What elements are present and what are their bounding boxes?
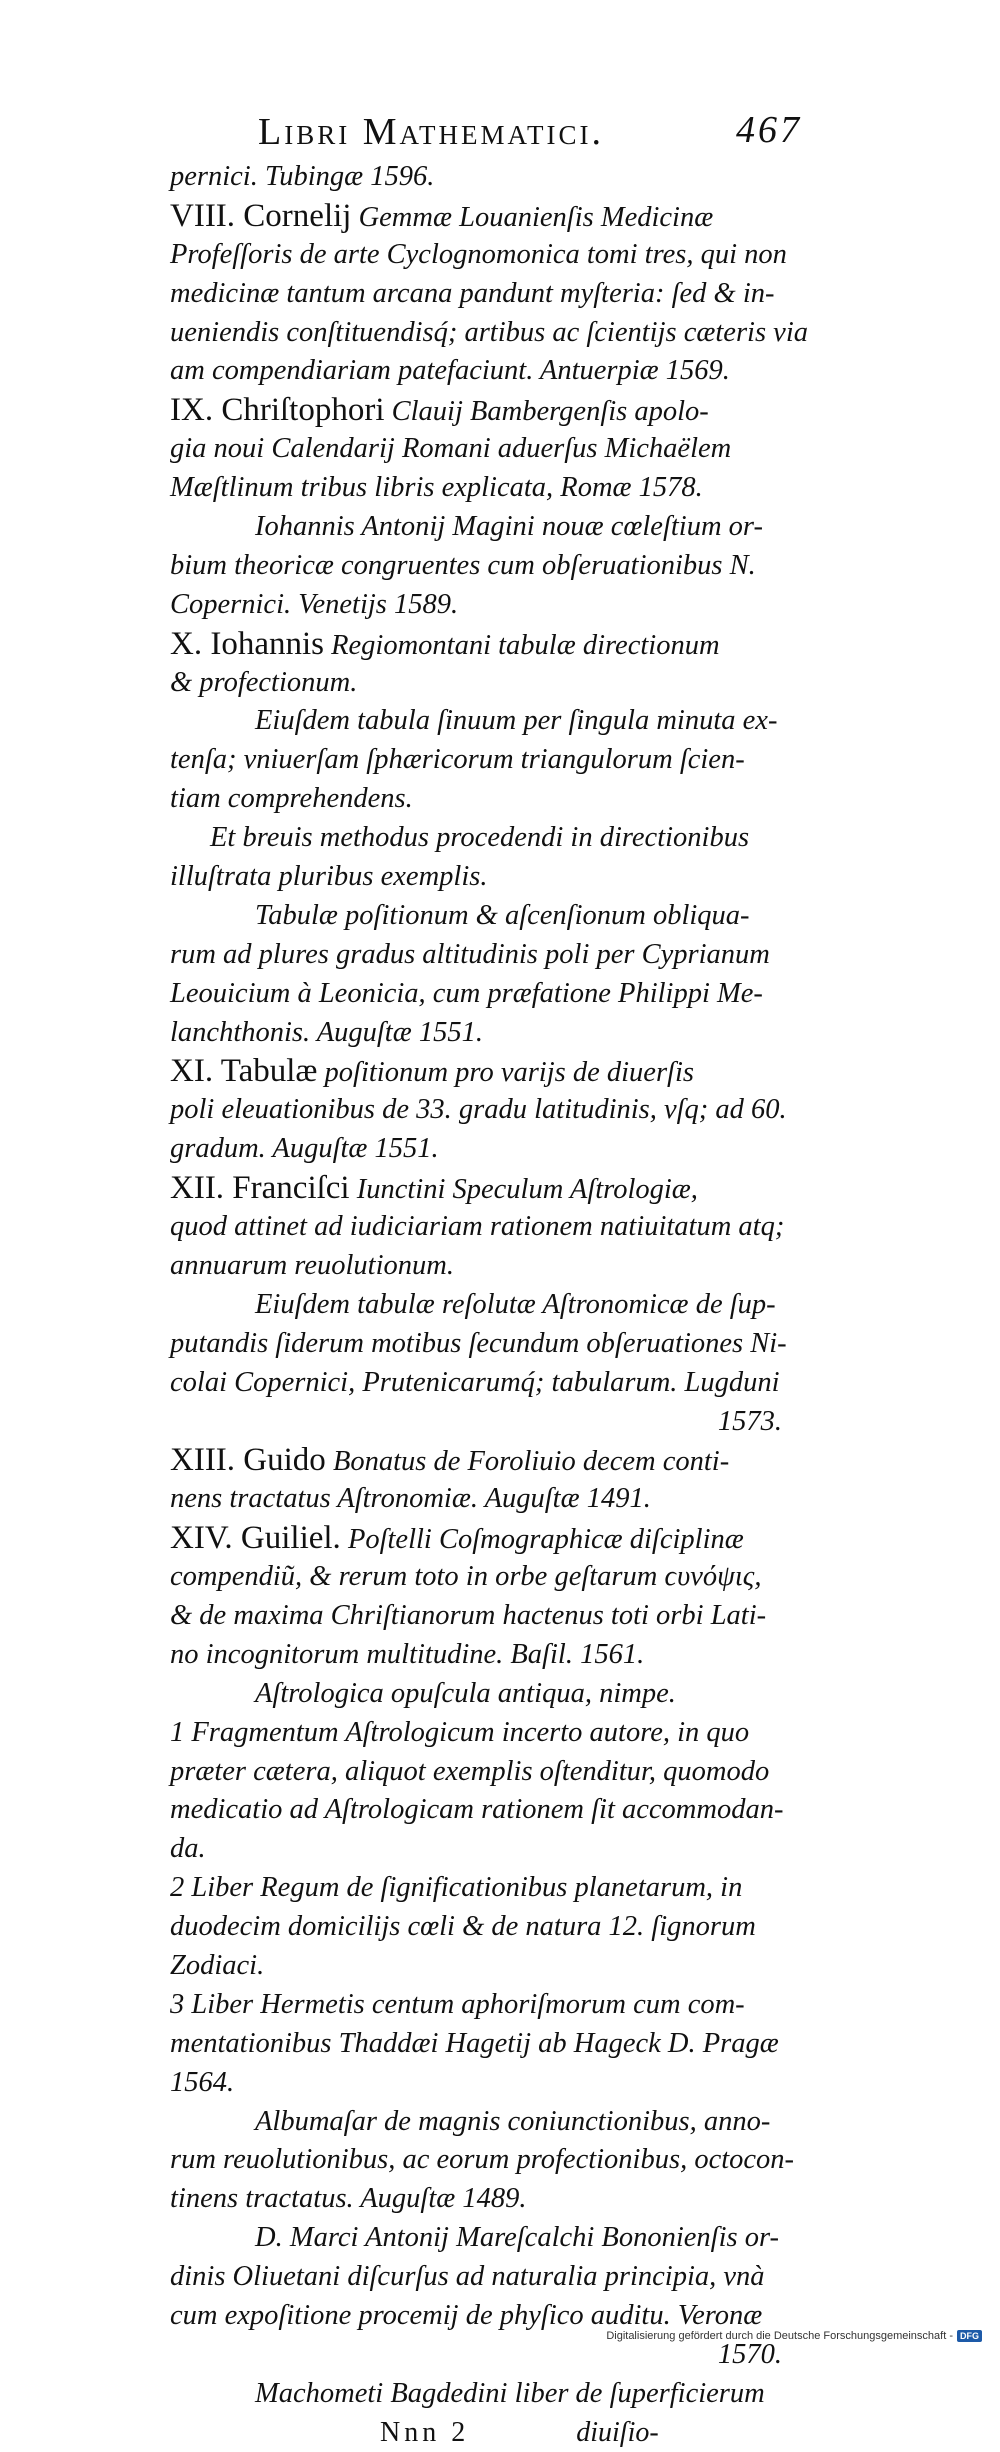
text-line: putandis ſiderum motibus ſecundum obſeruationes Ni- bbox=[170, 1327, 787, 1359]
text-line: tinens tractatus. Auguſtæ 1489. bbox=[170, 2183, 527, 2215]
entry-text: Regiomontani tabulæ directionum bbox=[323, 629, 720, 661]
page-footer bbox=[170, 2414, 790, 2452]
entry-text: poſitionum pro varijs de diuerſis bbox=[317, 1057, 694, 1089]
entry-text: Gemmæ Louanienſis Medicinæ bbox=[351, 201, 714, 233]
entry-heading-line bbox=[170, 1052, 790, 1091]
running-title: Libri Mathematici. bbox=[258, 111, 604, 153]
entry-text: Clauij Bambergenſis apolo- bbox=[384, 396, 709, 428]
entry-numeral-name: XII. Franciſci bbox=[170, 1170, 350, 1207]
entry-text: Bonatus de Foroliuio decem conti- bbox=[325, 1446, 730, 1478]
credit-text: Digitalisierung gefördert durch die Deutsche Forschungsgemeinschaft - bbox=[606, 2330, 953, 2342]
text-line: illuſtrata pluribus exemplis. bbox=[170, 861, 488, 893]
text-line: rum ad plures gradus altitudinis poli per Cyprianum bbox=[170, 938, 770, 970]
text-line: rum reuolutionibus, ac eorum profectionibus, octocon- bbox=[170, 2144, 795, 2176]
text-line: Eiuſdem tabulæ reſolutæ Aſtronomicæ de ſup- bbox=[255, 1288, 776, 1320]
text-line: Albumaſar de magnis coniunctionibus, anno- bbox=[255, 2105, 771, 2137]
text-body bbox=[170, 158, 808, 2414]
catchword: diuiſio- bbox=[576, 2416, 659, 2448]
text-line: colai Copernici, Prutenicarumq́; tabularum. Lugduni bbox=[170, 1366, 780, 1398]
text-line: Et breuis methodus procedendi in directionibus bbox=[210, 822, 750, 854]
text-line: Aſtrologica opuſcula antiqua, nimpe. bbox=[255, 1677, 676, 1709]
text-line: Machometi Bagdedini liber de ſuperficierum bbox=[255, 2377, 765, 2409]
text-line: præter cætera, aliquot exemplis oſtenditur, quomodo bbox=[170, 1755, 770, 1787]
text-line: no incognitorum multitudine. Baſil. 1561. bbox=[170, 1638, 645, 1670]
running-header bbox=[170, 98, 802, 158]
entry-heading-line bbox=[170, 625, 790, 664]
entry-heading-line bbox=[170, 197, 790, 236]
text-line: mentationibus Thaddæi Hagetij ab Hageck D. Pragæ bbox=[170, 2027, 779, 2059]
text-line: tenſa; vniuerſam ſphæricorum triangulorum ſcien- bbox=[170, 744, 745, 776]
text-line: da. bbox=[170, 1833, 206, 1865]
signature-mark: Nnn 2 bbox=[380, 2416, 470, 2448]
text-line: nens tractatus Aſtronomiæ. Auguſtæ 1491. bbox=[170, 1483, 651, 1515]
text-line: Tabulæ poſitionum & aſcenſionum obliqua- bbox=[255, 899, 750, 931]
text-line: dinis Oliuetani diſcurſus ad naturalia principia, vnà bbox=[170, 2261, 765, 2293]
book-page bbox=[170, 98, 808, 2452]
text-line: 3 Liber Hermetis centum aphoriſmorum cum com- bbox=[170, 1988, 745, 2020]
text-line: medicatio ad Aſtrologicam rationem ſit accommodan- bbox=[170, 1794, 784, 1826]
text-line: 2 Liber Regum de ſignificationibus planetarum, in bbox=[170, 1872, 743, 1904]
entry-text: Iunctini Speculum Aſtrologiæ, bbox=[349, 1174, 698, 1206]
text-line: Profeſſoris de arte Cyclognomonica tomi tres, qui non bbox=[170, 238, 787, 270]
text-line: poli eleuationibus de 33. gradu latitudinis, vſq; ad 60. bbox=[170, 1094, 787, 1126]
text-line: ueniendis conſtituendisq́; artibus ac ſcientijs cæteris via bbox=[170, 316, 808, 348]
text-line: am compendiariam patefaciunt. Antuerpiæ 1569. bbox=[170, 355, 730, 387]
text-line: & profectionum. bbox=[170, 666, 358, 698]
entry-heading-line bbox=[170, 391, 790, 430]
entry-text: Poſtelli Coſmographicæ diſciplinæ bbox=[340, 1524, 744, 1556]
text-line: pernici. Tubingæ 1596. bbox=[170, 161, 435, 192]
text-line: cum expoſitione procemij de phyſico auditu. Veronæ bbox=[170, 2299, 763, 2331]
text-line: Leouicium à Leonicia, cum præfatione Philippi Me- bbox=[170, 977, 763, 1009]
text-line: D. Marci Antonij Mareſcalchi Bononienſis or- bbox=[255, 2222, 779, 2254]
entry-numeral-name: XIV. Guiliel. bbox=[170, 1520, 341, 1557]
text-line: gradum. Auguſtæ 1551. bbox=[170, 1133, 439, 1165]
text-line: 1 Fragmentum Aſtrologicum incerto autore, in quo bbox=[170, 1716, 750, 1748]
text-line: tiam comprehendens. bbox=[170, 783, 413, 815]
text-line: 1573. bbox=[717, 1405, 782, 1437]
text-line: 1570. bbox=[717, 2338, 782, 2370]
text-line: gia noui Calendarij Romani aduerſus Michaëlem bbox=[170, 433, 732, 465]
text-line: bium theoricæ congruentes cum obſeruationibus N. bbox=[170, 549, 756, 581]
text-line: lanchthonis. Auguſtæ 1551. bbox=[170, 1016, 483, 1048]
entry-heading-line bbox=[170, 1519, 790, 1558]
text-line: Mæſtlinum tribus libris explicata, Romæ 1578. bbox=[170, 472, 703, 504]
entry-numeral-name: IX. Chriſtophori bbox=[170, 392, 385, 429]
entry-numeral-name: VIII. Cornelij bbox=[170, 197, 352, 234]
entry-numeral-name: XIII. Guido bbox=[170, 1442, 326, 1479]
text-line: duodecim domicilijs cœli & de natura 12. ſignorum bbox=[170, 1911, 756, 1943]
page-number: 467 bbox=[736, 109, 802, 151]
entry-heading-line bbox=[170, 1169, 790, 1208]
text-line: quod attinet ad iudiciariam rationem natiuitatum atq; bbox=[170, 1211, 785, 1243]
text-line: annuarum reuolutionum. bbox=[170, 1249, 454, 1281]
entry-heading-line bbox=[170, 1441, 790, 1480]
dfg-logo: DFG bbox=[957, 2330, 982, 2342]
text-line: medicinæ tantum arcana pandunt myſteria: ſed & in- bbox=[170, 277, 775, 309]
entry-numeral-name: X. Iohannis bbox=[170, 625, 324, 662]
text-line: Copernici. Venetijs 1589. bbox=[170, 588, 459, 620]
text-line: Iohannis Antonij Magini nouæ cœleſtium or- bbox=[255, 511, 763, 543]
text-line: 1564. bbox=[170, 2066, 235, 2098]
entry-numeral-name: XI. Tabulæ bbox=[170, 1053, 318, 1090]
text-line: compendiũ, & rerum toto in orbe geſtarum ϲυνόψις, bbox=[170, 1561, 762, 1593]
text-line: Eiuſdem tabula ſinuum per ſingula minuta ex- bbox=[255, 705, 778, 737]
digitization-credit bbox=[606, 2330, 982, 2342]
text-line: Zodiaci. bbox=[170, 1949, 265, 1981]
text-line: & de maxima Chriſtianorum hactenus toti orbi Lati- bbox=[170, 1599, 767, 1631]
